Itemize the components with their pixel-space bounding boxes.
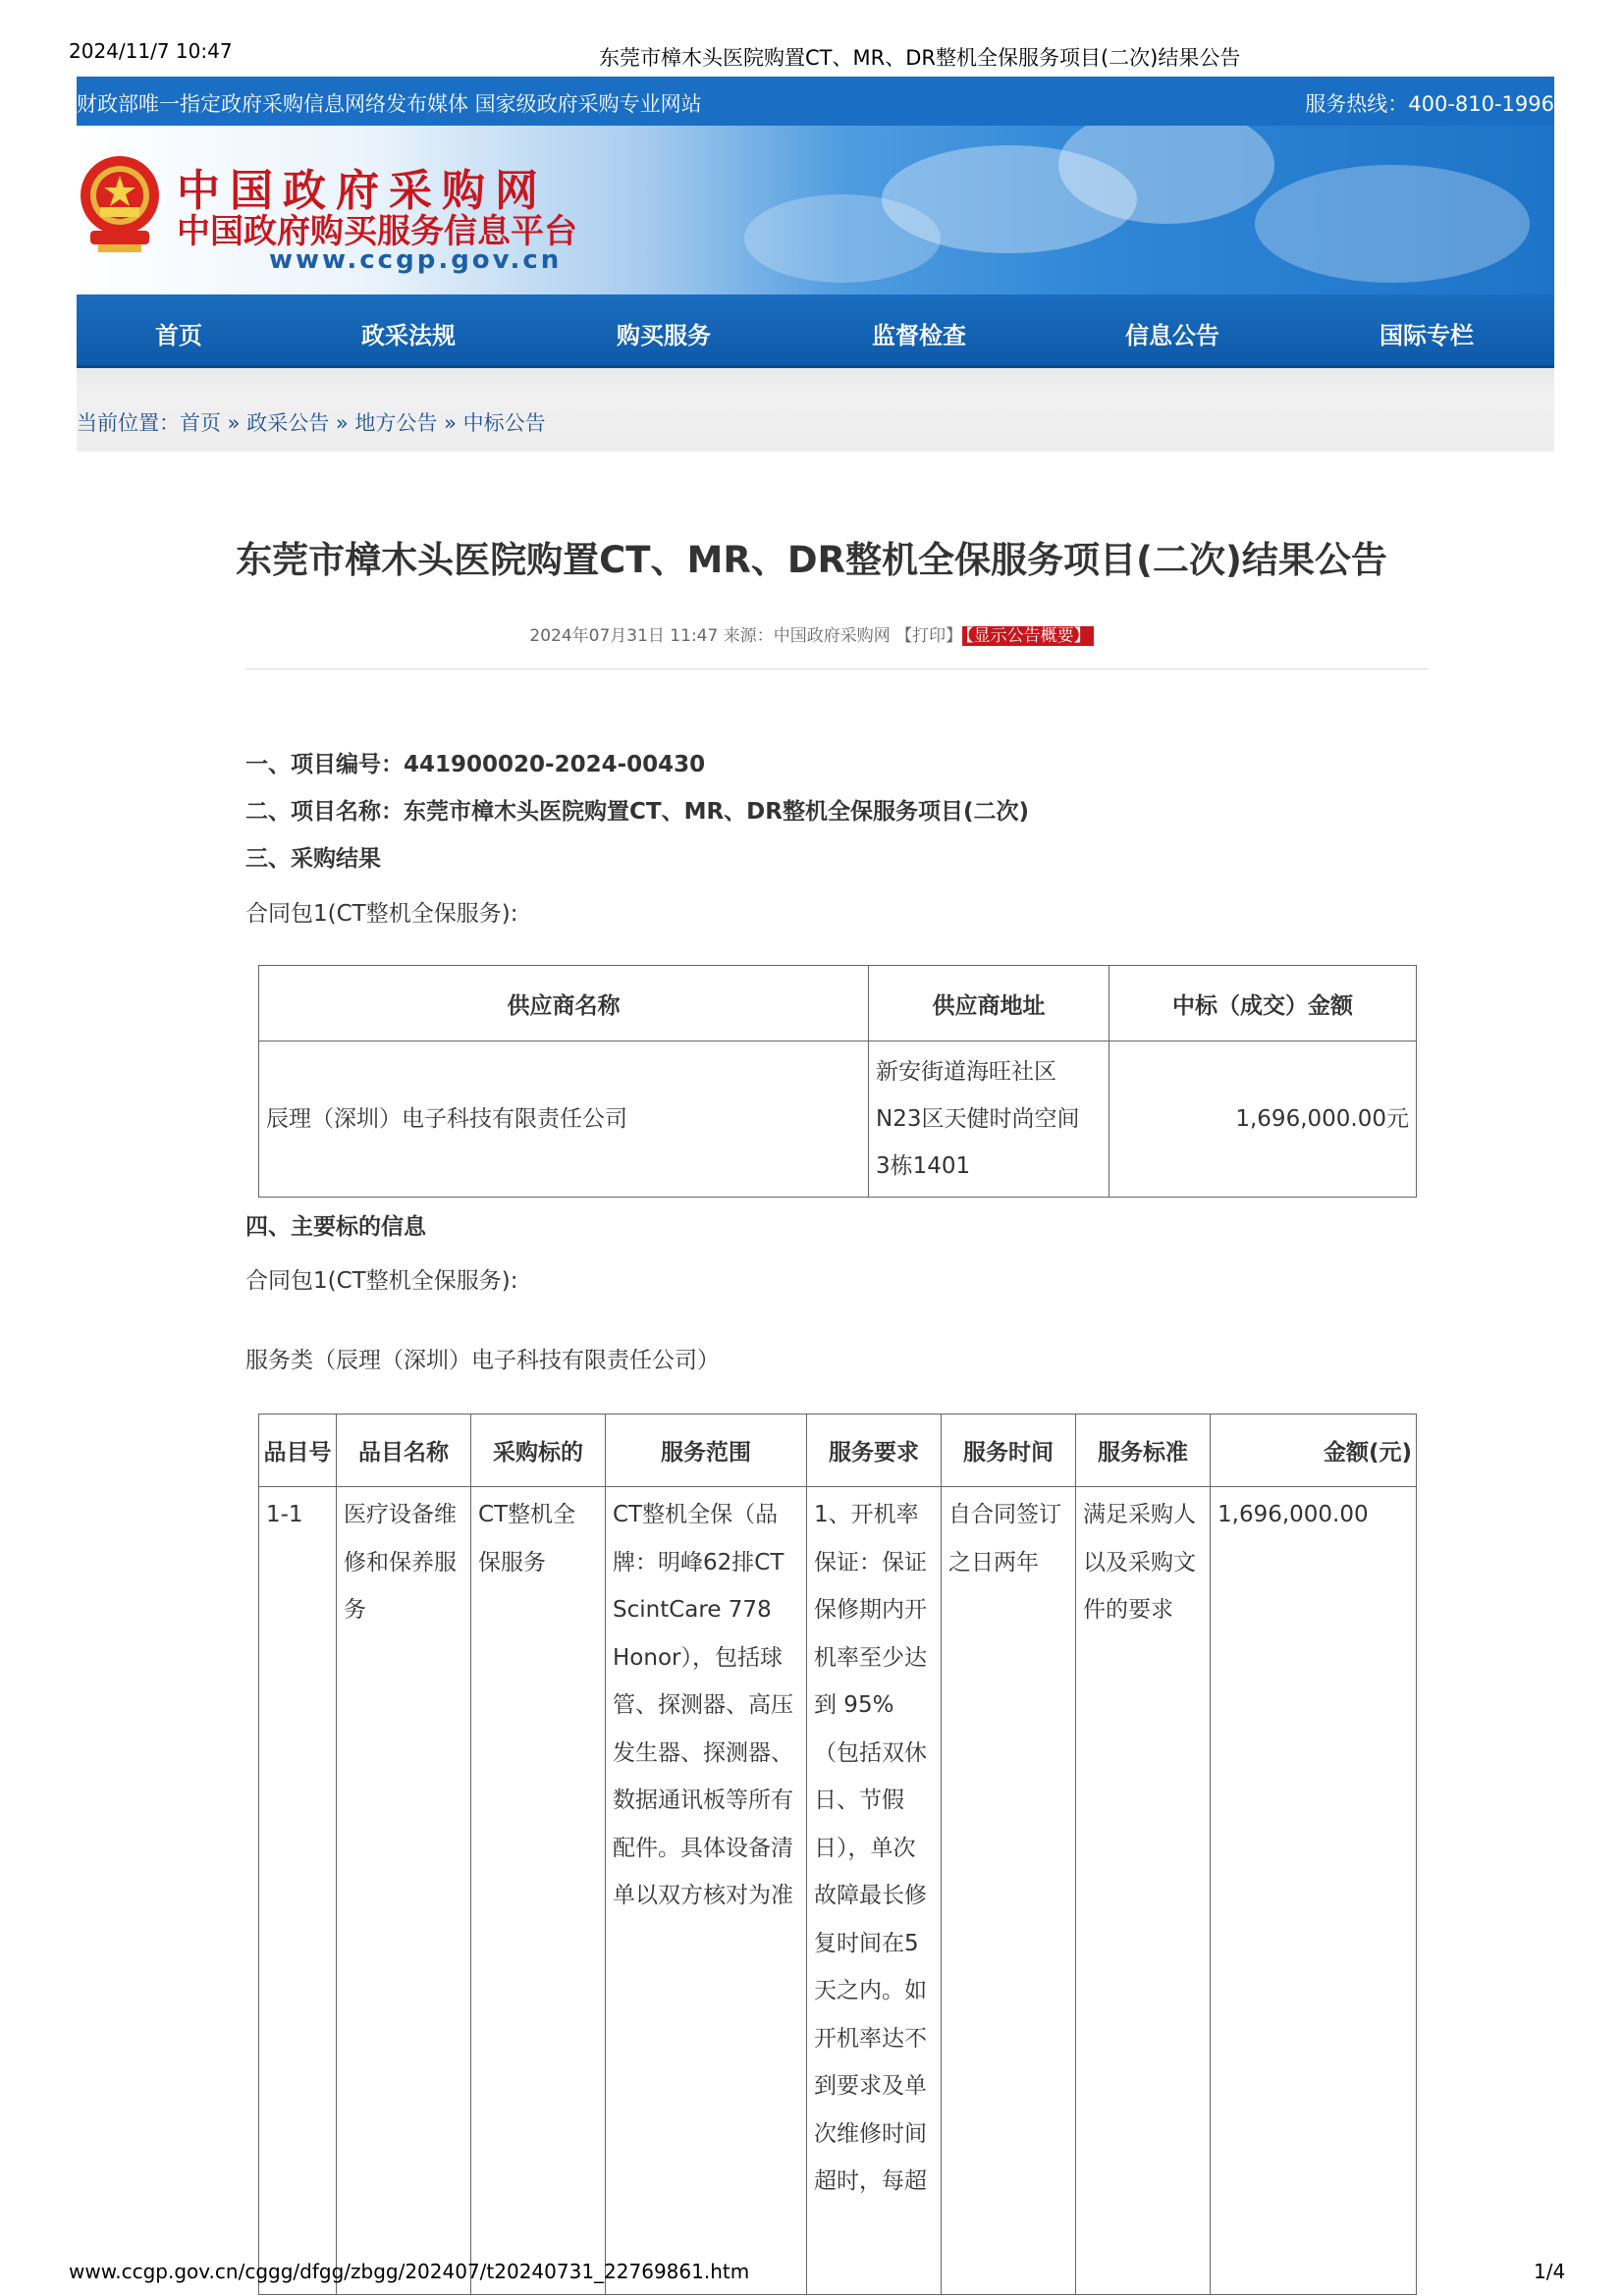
nav-international[interactable]: 国际专栏 — [1380, 322, 1474, 349]
cell-line: 开机率达不 — [814, 2025, 927, 2052]
supplier-name: 辰理（深圳）电子科技有限责任公司 — [259, 1041, 869, 1198]
meta-date: 2024年07月31日 11:47 来源： — [529, 626, 774, 646]
article-title: 东莞市樟木头医院购置CT、MR、DR整机全保服务项目(二次)结果公告 — [236, 539, 1387, 581]
cell-line: 配件。具体设备清 — [613, 1835, 793, 1861]
cell-line: CT整机全 — [478, 1502, 576, 1527]
cell-line: 修和保养服 — [344, 1549, 457, 1575]
package-label: 合同包1(CT整机全保服务): — [245, 1268, 518, 1294]
table-header: 服务时间 — [942, 1415, 1076, 1487]
nav-supervision[interactable]: 监督检查 — [872, 322, 966, 349]
nav-announcements[interactable]: 信息公告 — [1125, 322, 1219, 349]
cell-line: 自合同签订 — [948, 1502, 1061, 1527]
table-header: 服务要求 — [807, 1415, 942, 1487]
cell-line: 保修期内开 — [814, 1597, 927, 1623]
cell-line: 机率至少达 — [814, 1644, 927, 1671]
nav-home[interactable]: 首页 — [155, 322, 202, 349]
cell-line: 日），单次 — [814, 1835, 916, 1861]
logo-title: 中国政府采购网 — [177, 166, 548, 216]
item-requirements — [807, 1487, 942, 2295]
cell-line: 故障最长修 — [814, 1883, 927, 1908]
print-doc-title: 东莞市樟木头医院购置CT、MR、DR整机全保服务项目(二次)结果公告 — [599, 46, 1241, 70]
supplier-address — [869, 1041, 1109, 1198]
table-header: 供应商地址 — [869, 966, 1109, 1041]
cell-line: 数据通讯板等所有 — [613, 1788, 793, 1813]
item-service-standard — [1076, 1487, 1211, 2295]
address-line: 新安街道海旺社区 — [876, 1059, 1056, 1085]
national-emblem-icon — [77, 150, 163, 258]
item-table — [258, 1414, 1417, 2295]
cell-line: 保证：保证 — [814, 1549, 927, 1575]
cell-line: （包括双休 — [814, 1739, 927, 1766]
logo-subtitle: 中国政府购买服务信息平台 — [177, 212, 577, 251]
main-nav — [77, 294, 1554, 368]
cell-line: 牌：明峰62排CT — [613, 1549, 784, 1575]
breadcrumb-procurement[interactable]: 政采公告 — [246, 411, 330, 435]
item-target — [471, 1487, 606, 2295]
cell-line: 天之内。如 — [814, 1978, 927, 2003]
show-summary-button[interactable]: 【显示公告概要】 — [962, 626, 1094, 646]
cell-line: 次维修时间 — [814, 2120, 927, 2147]
table-header: 中标（成交）金额 — [1109, 966, 1417, 1041]
project-number: 一、项目编号：441900020-2024-00430 — [245, 752, 706, 777]
breadcrumb-prefix: 当前位置： — [77, 411, 180, 435]
cell-line: 发生器、探测器、 — [613, 1739, 793, 1766]
table-header: 服务标准 — [1076, 1415, 1211, 1487]
breadcrumb-award[interactable]: 中标公告 — [462, 411, 546, 435]
item-no: 1-1 — [259, 1487, 337, 2295]
cell-line: ScintCare 778 — [613, 1597, 772, 1623]
top-strip — [77, 77, 1554, 126]
package-label: 合同包1(CT整机全保服务): — [245, 901, 518, 927]
table-header: 供应商名称 — [259, 966, 869, 1041]
breadcrumb-separator: » — [437, 411, 463, 435]
item-name — [337, 1487, 471, 2295]
cell-line: 到要求及单 — [814, 2073, 927, 2099]
cell-line: 以及采购文 — [1083, 1549, 1196, 1575]
article-meta — [0, 621, 1623, 646]
service-hotline: 服务热线：400-810-1996 — [1305, 92, 1554, 116]
item-amount: 1,696,000.00 — [1211, 1487, 1417, 2295]
item-scope — [606, 1487, 807, 2295]
cell-line: 医疗设备维 — [344, 1502, 457, 1527]
cell-line: 满足采购人 — [1083, 1502, 1196, 1527]
cell-line: Honor），包括球 — [613, 1644, 783, 1671]
table-header: 金额(元) — [1211, 1415, 1417, 1487]
section-heading: 三、采购结果 — [245, 846, 381, 872]
breadcrumb-home[interactable]: 首页 — [180, 411, 221, 435]
breadcrumb-separator: » — [329, 411, 355, 435]
cell-line: 到 95% — [814, 1692, 894, 1718]
table-row — [259, 1487, 1417, 2295]
breadcrumb-local[interactable]: 地方公告 — [354, 411, 438, 435]
cell-line: 单以双方核对为准 — [613, 1883, 793, 1908]
table-header: 品目名称 — [337, 1415, 471, 1487]
meta-source: 中国政府采购网 — [773, 626, 891, 646]
breadcrumb — [77, 407, 546, 437]
result-table — [258, 965, 1417, 1198]
address-line: N23区天健时尚空间 — [876, 1106, 1080, 1132]
section-heading: 四、主要标的信息 — [245, 1214, 426, 1240]
logo-url: www.ccgp.gov.cn — [269, 245, 563, 275]
table-header: 服务范围 — [606, 1415, 807, 1487]
table-header: 采购标的 — [471, 1415, 606, 1487]
breadcrumb-separator: » — [221, 411, 247, 435]
cell-line: 务 — [344, 1597, 366, 1623]
print-page-number: 1/4 — [1534, 2260, 1566, 2283]
print-url: www.ccgp.gov.cn/cggg/dfgg/zbgg/202407/t20240731_22769861.htm — [69, 2260, 750, 2283]
site-slogan: 财政部唯一指定政府采购信息网络发布媒体 国家级政府采购专业网站 — [77, 92, 702, 116]
nav-regulations[interactable]: 政采法规 — [361, 322, 456, 349]
item-service-time — [942, 1487, 1076, 2295]
cell-line: 保服务 — [478, 1549, 546, 1575]
service-class: 服务类（辰理（深圳）电子科技有限责任公司） — [245, 1348, 720, 1373]
address-line: 3栋1401 — [876, 1153, 971, 1179]
print-link[interactable]: 【打印】 — [895, 626, 963, 646]
cell-line: CT整机全保（品 — [613, 1502, 779, 1527]
cell-line: 之日两年 — [948, 1549, 1039, 1575]
award-amount: 1,696,000.00元 — [1109, 1041, 1417, 1198]
site-banner — [77, 126, 1554, 294]
print-datetime: 2024/11/7 10:47 — [69, 39, 233, 63]
nav-purchase-service[interactable]: 购买服务 — [617, 322, 711, 349]
divider — [245, 668, 1429, 669]
cell-line: 日、节假 — [814, 1788, 904, 1813]
cell-line: 管、探测器、高压 — [613, 1692, 793, 1718]
project-name: 二、项目名称：东莞市樟木头医院购置CT、MR、DR整机全保服务项目(二次) — [245, 799, 1029, 825]
cell-line: 件的要求 — [1083, 1597, 1173, 1623]
table-header: 品目号 — [259, 1415, 337, 1487]
cell-line: 1、开机率 — [814, 1502, 919, 1527]
table-row — [259, 1041, 1417, 1198]
cell-line: 复时间在5 — [814, 1930, 919, 1956]
breadcrumb-bar — [77, 368, 1554, 452]
cell-line: 超时，每超 — [814, 2168, 927, 2194]
